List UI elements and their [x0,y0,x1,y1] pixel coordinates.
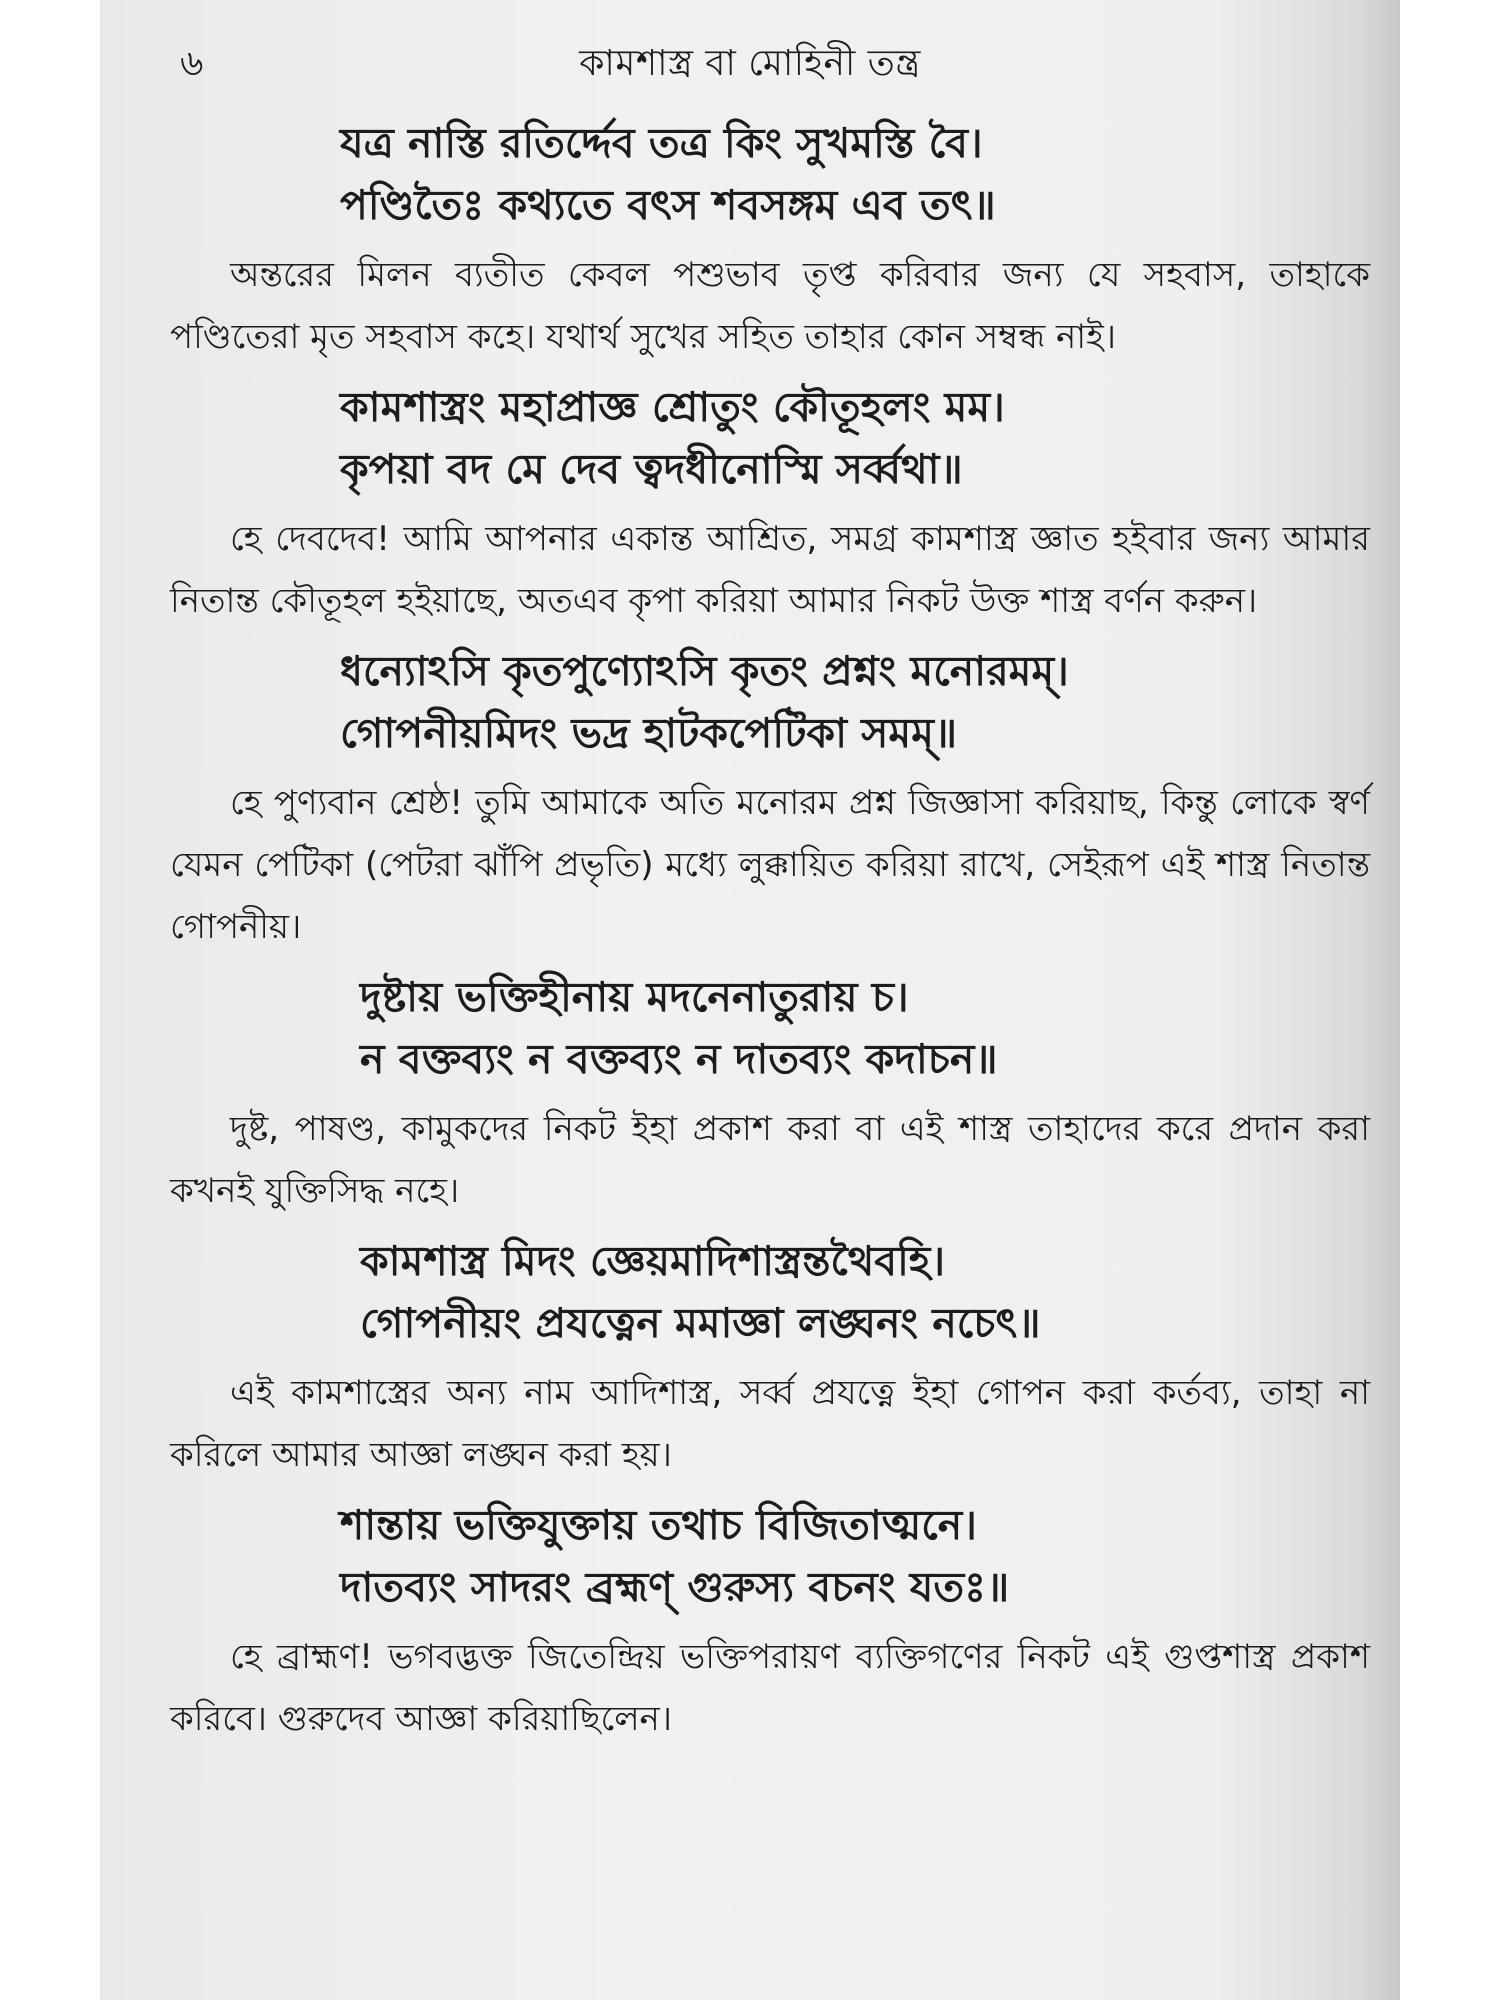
verse-line: যত্র নাস্তি রতির্দ্দেব তত্র কিং সুখমস্তি বৈ। [340,119,983,167]
sanskrit-verse [170,376,1370,500]
sanskrit-verse [170,966,1370,1090]
verse-line: ধন্যোঽসি কৃতপুণ্যোঽসি কৃতং প্রশ্নং মনোরমম্। [340,647,1069,695]
bengali-commentary: দুষ্ট, পাষণ্ড, কামুকদের নিকট ইহা প্রকাশ করা বা এই শাস্ত্র তাহাদের করে প্রদান করা কখনই যুক্তিসিদ্ধ নহে। [170,1109,1370,1211]
verse-line: পণ্ডিতৈঃ কথ্যতে বৎস শবসঙ্গম এব তৎ॥ [340,181,996,229]
verse-line: ন বক্তব্যং ন বক্তব্যং ন দাতব্যং কদাচন॥ [360,1035,998,1083]
sanskrit-verse [170,112,1370,236]
sanskrit-verse [170,640,1370,764]
verse-line: গোপনীয়মিদং ভদ্র হাটকপেটিকা সমম্॥ [340,709,958,757]
page-body [170,112,1370,1758]
sanskrit-verse [170,1230,1370,1354]
page-header [100,36,1400,96]
page-number: ৬ [180,43,204,84]
verse-line: কৃপয়া বদ মে দেব ত্বদধীনোস্মি সর্ব্বথা॥ [340,445,963,493]
running-title: কামশাস্ত্র বা মোহিনী তন্ত্র [579,43,921,84]
verse-line: শান্তায় ভক্তিযুক্তায় তথাচ বিজিতাত্মনে। [340,1501,977,1549]
bengali-commentary: অন্তরের মিলন ব্যতীত কেবল পশুভাব তৃপ্ত করিবার জন্য যে সহবাস, তাহাকে পণ্ডিতেরা মৃত সহবাস কহে। যথার্থ সুখের সহিত তাহার কোন সম্বন্ধ নাই। [170,255,1370,357]
bengali-commentary: হে পুণ্যবান শ্রেষ্ঠ! তুমি আমাকে অতি মনোরম প্রশ্ন জিজ্ঞাসা করিয়াছ, কিন্তু লোকে স্বর্ণ যেমন পেটিকা (পেটরা ঝাঁপি প্রভৃতি) মধ্যে লুক্কায়িত করিয়া রাখে, সেইরূপ এই শাস্ত্র নিতান্ত গোপনীয়। [170,783,1370,947]
sanskrit-verse [170,1494,1370,1618]
verse-line: দাতব্যং সাদরং ব্রহ্মণ্ গুরুস্য বচনং যতঃ॥ [340,1563,1010,1611]
bengali-commentary: হে দেবদেব! আমি আপনার একান্ত আশ্রিত, সমগ্র কামশাস্ত্র জ্ঞাত হইবার জন্য আমার নিতান্ত কৌতূহল হইয়াছে, অতএব কৃপা করিয়া আমার নিকট উক্ত শাস্ত্র বর্ণন করুন। [170,519,1370,621]
verse-line: দুষ্টায় ভক্তিহীনায় মদনেনাতুরায় চ। [360,973,909,1021]
book-page [100,0,1400,2000]
bengali-commentary: হে ব্রাহ্মণ! ভগবদ্ভক্ত জিতেন্দ্রিয় ভক্তিপরায়ণ ব্যক্তিগণের নিকট এই গুপ্তশাস্ত্র প্রকাশ করিবে। গুরুদেব আজ্ঞা করিয়াছিলেন। [170,1637,1370,1739]
verse-line: কামশাস্ত্র মিদং জ্ঞেয়মাদিশাস্ত্রন্তথৈবহি। [360,1237,946,1285]
verse-line: গোপনীয়ং প্রযত্নেন মমাজ্ঞা লঙ্ঘনং নচেৎ॥ [360,1299,1041,1347]
verse-line: কামশাস্ত্রং মহাপ্রাজ্ঞ শ্রোতুং কৌতূহলং মম। [340,383,1005,431]
bengali-commentary: এই কামশাস্ত্রের অন্য নাম আদিশাস্ত্র, সর্ব্ব প্রযত্নে ইহা গোপন করা কর্তব্য, তাহা না করিলে আমার আজ্ঞা লঙ্ঘন করা হয়। [170,1373,1370,1475]
